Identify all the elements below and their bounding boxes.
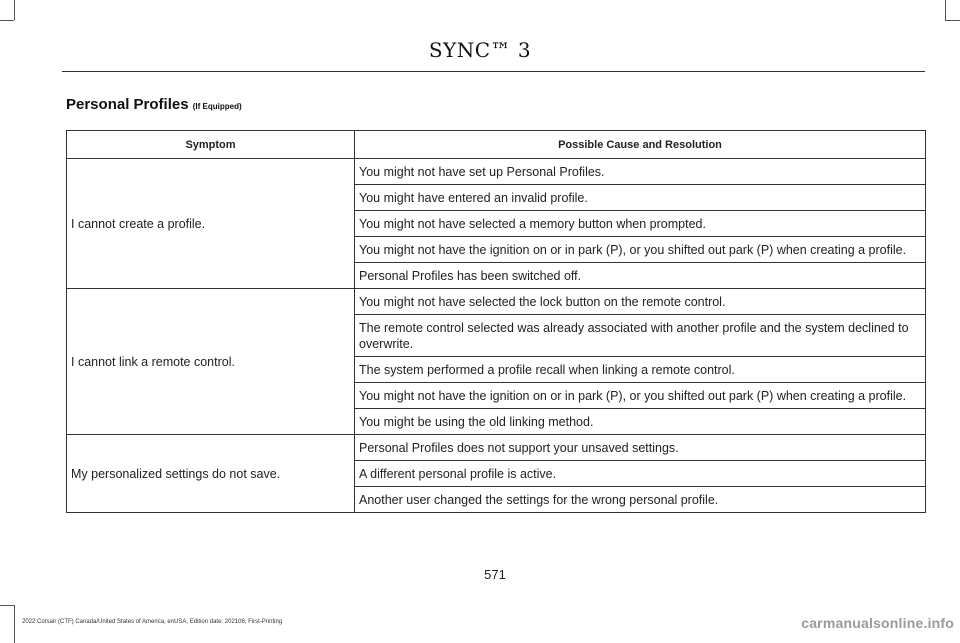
table-row — [67, 289, 926, 315]
table-row — [67, 159, 926, 185]
symptom-cell: I cannot link a remote control. — [67, 289, 355, 435]
table-header-row — [67, 131, 926, 159]
section-heading — [66, 96, 242, 113]
page-number: 571 — [484, 567, 506, 582]
section-qualifier: (If Equipped) — [192, 102, 242, 111]
resolution-cell: You might not have the ignition on or in park (P), or you shifted out park (P) when creating a profile. — [355, 383, 926, 409]
watermark: carmanualsonline.info — [801, 615, 954, 631]
resolution-cell: You might not have selected the lock button on the remote control. — [355, 289, 926, 315]
crop-mark-top-right-horizontal — [945, 20, 960, 21]
crop-mark-bottom-left-vertical — [14, 605, 15, 643]
column-header-resolution: Possible Cause and Resolution — [355, 131, 926, 159]
resolution-cell: Another user changed the settings for the wrong personal profile. — [355, 487, 926, 513]
edition-footer: 2022 Corsair (CTF) Canada/United States of America, enUSA, Edition date: 202106, First-Printing — [22, 619, 283, 625]
resolution-cell: A different personal profile is active. — [355, 461, 926, 487]
header-divider — [62, 71, 925, 72]
symptom-cell: My personalized settings do not save. — [67, 435, 355, 513]
crop-mark-top-left-horizontal — [0, 20, 14, 21]
section-title: Personal Profiles — [66, 96, 189, 113]
column-header-symptom: Symptom — [67, 131, 355, 159]
resolution-cell: Personal Profiles does not support your unsaved settings. — [355, 435, 926, 461]
page-header-title: SYNC™ 3 — [428, 38, 532, 62]
resolution-cell: Personal Profiles has been switched off. — [355, 263, 926, 289]
resolution-cell: You might not have set up Personal Profiles. — [355, 159, 926, 185]
symptom-cell: I cannot create a profile. — [67, 159, 355, 289]
troubleshooting-table — [66, 130, 926, 513]
resolution-cell: The system performed a profile recall when linking a remote control. — [355, 357, 926, 383]
resolution-cell: You might be using the old linking method. — [355, 409, 926, 435]
resolution-cell: You might not have the ignition on or in park (P), or you shifted out park (P) when creating a profile. — [355, 237, 926, 263]
crop-mark-top-left-vertical — [14, 0, 15, 20]
crop-mark-top-right-vertical — [945, 0, 946, 20]
resolution-cell: You might not have selected a memory button when prompted. — [355, 211, 926, 237]
resolution-cell: You might have entered an invalid profile. — [355, 185, 926, 211]
crop-mark-bottom-left-horizontal — [0, 605, 14, 606]
resolution-cell: The remote control selected was already associated with another profile and the system declined to overwrite. — [355, 315, 926, 357]
table-row — [67, 435, 926, 461]
